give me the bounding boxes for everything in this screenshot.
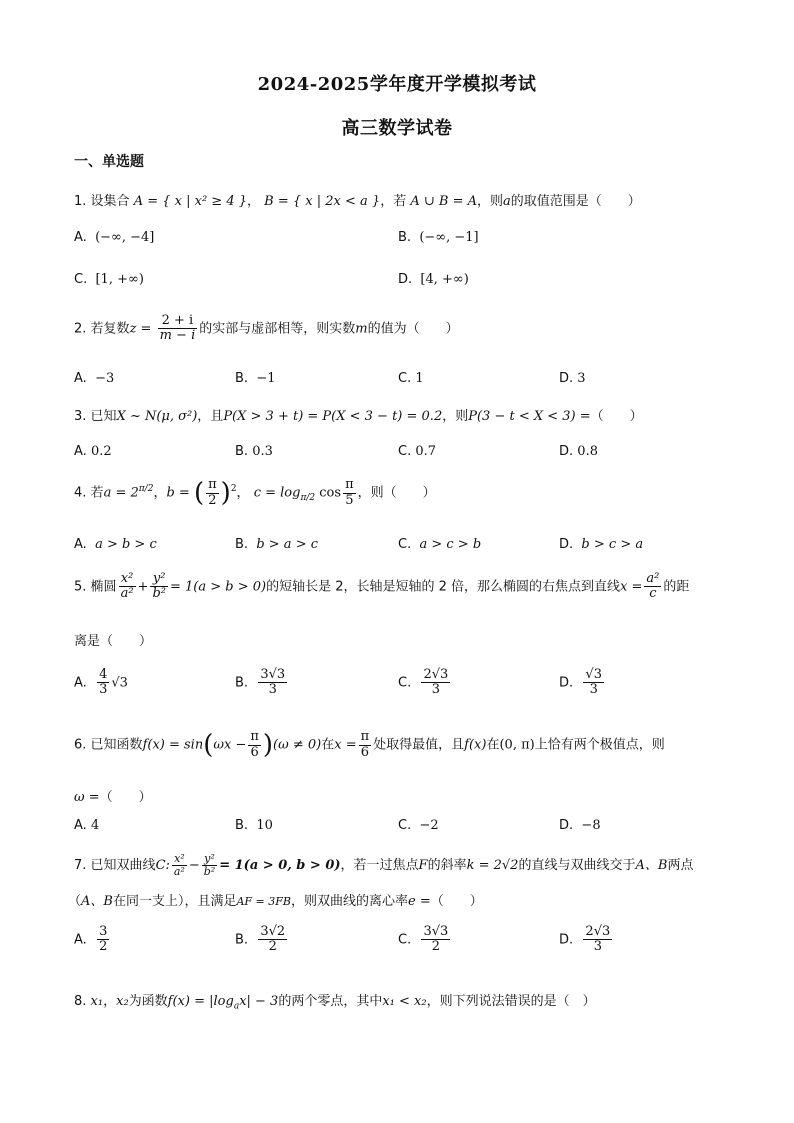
option-label: C. [398, 371, 412, 386]
option-text: 0.2 [90, 444, 112, 459]
option-label: B. [235, 537, 249, 552]
fraction [421, 925, 450, 955]
question-number: 4. [74, 485, 87, 501]
option-text: [4, +∞) [420, 272, 469, 287]
option-label: B. [398, 230, 412, 245]
question-5 [74, 572, 689, 602]
question-text: ，则双曲线的离心率 [291, 894, 409, 909]
option-c[interactable] [398, 668, 452, 698]
option-label: C. [398, 537, 412, 552]
option-text: 3 [577, 371, 586, 386]
question-7-continued [68, 890, 483, 909]
condition: P(X > 3 + t) = P(X < 3 − t) = 0.2 [223, 409, 443, 424]
probability-expr: P(3 − t < X < 3) = [468, 409, 591, 424]
option-label: C. [398, 675, 412, 691]
question-3 [74, 405, 643, 424]
option-text: (−∞, −1] [419, 230, 479, 245]
numerator: 3 [99, 924, 108, 939]
option-label: A. [74, 675, 87, 691]
option-d[interactable] [559, 537, 643, 552]
denominator: 3 [593, 939, 602, 955]
operator: − [188, 858, 200, 874]
option-c[interactable] [398, 818, 439, 833]
question-text: ，且 [197, 409, 224, 424]
option-label: A. [74, 444, 87, 459]
option-b[interactable] [235, 925, 289, 955]
numerator: π [360, 729, 370, 745]
denominator: 2 [268, 939, 277, 955]
fraction [206, 478, 219, 508]
denominator: b² [152, 586, 166, 602]
option-c[interactable] [74, 272, 144, 287]
option-text: 0.3 [252, 444, 273, 459]
function-expr-tail: x| − 3 [239, 994, 279, 1009]
option-c[interactable] [398, 537, 481, 552]
question-text: 若 [90, 485, 104, 501]
option-text: 0.8 [577, 444, 598, 459]
question-text: （ ） [99, 790, 152, 805]
option-a[interactable] [74, 668, 128, 698]
paren: ) [262, 730, 274, 760]
option-b[interactable] [235, 818, 273, 833]
numerator: π [345, 477, 354, 493]
numerator: a² [646, 571, 660, 586]
exponent: π/2 [138, 484, 154, 495]
point-labels: A、B [81, 894, 113, 909]
denominator: m − i [159, 328, 196, 344]
question-text: ，若一过焦点 [340, 858, 419, 874]
option-d[interactable] [559, 371, 586, 386]
question-text: 已知 [90, 409, 117, 424]
fraction [583, 668, 604, 698]
option-c[interactable] [398, 371, 424, 386]
question-4 [74, 478, 436, 508]
option-text: −3 [95, 371, 115, 386]
option-label: D. [559, 675, 574, 691]
numerator: 3√3 [423, 924, 449, 939]
question-text: ，若 [380, 194, 407, 209]
question-number: 5. [74, 579, 87, 595]
option-d[interactable] [559, 668, 606, 698]
numerator: 3√2 [260, 924, 286, 939]
question-text: 在 [321, 737, 335, 753]
log-base: π/2 [300, 493, 316, 504]
root-x2: x₂ [116, 994, 129, 1009]
question-2 [74, 314, 459, 344]
option-text: b > c > a [581, 537, 644, 552]
expr-b: b = [166, 485, 190, 501]
denominator: 2 [99, 939, 108, 955]
question-text: 为函数 [128, 994, 168, 1009]
question-text: 椭圆 [90, 579, 117, 595]
option-label: D. [398, 272, 413, 287]
fraction [202, 853, 217, 878]
option-d[interactable] [559, 444, 598, 459]
equation: = 1(a > 0, b > 0) [219, 858, 341, 874]
numerator: √3 [585, 667, 602, 682]
option-label: D. [559, 371, 574, 386]
option-text: [1, +∞) [95, 272, 144, 287]
option-label: C. [74, 272, 88, 287]
question-text: 的实部与虚部相等，则实数 [199, 321, 356, 337]
question-text: ，则（ ） [357, 485, 436, 501]
option-c[interactable] [398, 444, 436, 459]
denominator: 3 [99, 682, 108, 698]
question-text: 的距 [663, 579, 690, 595]
option-text: (−∞, −4] [95, 230, 155, 245]
numerator: 3√3 [260, 667, 286, 682]
root-x1: x₁ [90, 994, 104, 1009]
option-label: A. [74, 537, 87, 552]
question-text: 若复数 [90, 321, 130, 337]
denominator: a² [120, 586, 134, 602]
option-label: C. [398, 818, 412, 833]
question-text: 上恰有两个极值点，则 [534, 737, 665, 753]
fraction [172, 853, 187, 878]
separator: ， [153, 485, 167, 501]
exam-subtitle: 高三数学试卷 [341, 118, 453, 139]
option-text: 1 [415, 371, 424, 386]
option-label: B. [235, 444, 249, 459]
question-number: 8. [74, 994, 87, 1009]
option-text: −8 [581, 818, 601, 833]
fraction [119, 572, 136, 602]
fraction [359, 730, 372, 760]
fraction [258, 925, 287, 955]
numerator: 4 [99, 667, 108, 682]
paren: ( [193, 478, 205, 508]
question-number: 1. [74, 194, 87, 209]
omega-expr: ω = [74, 790, 100, 805]
option-d[interactable] [559, 818, 601, 833]
fraction [258, 668, 287, 698]
set-a: A = { x | x² ≥ 4 } [133, 194, 248, 209]
option-c[interactable] [398, 925, 452, 955]
distribution: X ~ N(μ, σ²) [116, 409, 198, 424]
question-text: 两点 [667, 858, 694, 874]
numerator: 2√3 [423, 667, 449, 682]
option-label: D. [559, 444, 574, 459]
fraction [583, 925, 612, 955]
denominator: c [649, 586, 657, 602]
focus-label: F [418, 858, 428, 874]
option-label: B. [235, 818, 249, 833]
option-text: a > c > b [419, 537, 482, 552]
separator: ， [103, 994, 117, 1009]
option-a[interactable] [74, 371, 114, 386]
option-label: B. [235, 371, 249, 386]
condition: (ω ≠ 0) [273, 737, 322, 753]
denominator: 3 [589, 682, 598, 698]
option-d[interactable] [559, 925, 614, 955]
denominator: 6 [360, 744, 370, 760]
question-number: 7. [74, 858, 87, 874]
option-text: 0.7 [415, 444, 437, 459]
line-expr: x = [620, 579, 643, 595]
fraction [421, 668, 450, 698]
separator: ， [247, 194, 261, 209]
option-label: A. [74, 818, 87, 833]
option-label: B. [235, 675, 249, 691]
interval: (0, π) [499, 737, 535, 753]
exam-title: 2024-2025学年度开学模拟考试 [257, 74, 537, 95]
option-text: −1 [256, 371, 276, 386]
option-a[interactable] [74, 537, 157, 552]
complex-var: z = [129, 321, 152, 337]
slope-expr: k = 2√2 [466, 858, 519, 874]
option-label: D. [559, 932, 574, 948]
option-label: D. [559, 818, 574, 833]
section-heading: 一、单选题 [74, 154, 144, 170]
fraction [644, 572, 661, 602]
equation: = 1(a > b > 0) [169, 579, 267, 595]
option-label: A. [74, 932, 87, 948]
curve-name: C: [155, 858, 170, 874]
condition: A ∪ B = A [410, 194, 477, 209]
denominator: 3 [268, 682, 277, 698]
option-text: 4 [90, 818, 100, 833]
function-ref: f(x) [464, 737, 487, 753]
question-text: 设集合 [90, 194, 130, 209]
paren: ) [220, 478, 231, 508]
question-number: 6. [74, 737, 87, 753]
option-label: B. [235, 932, 249, 948]
variable: m [355, 321, 368, 337]
question-text: ，则 [477, 194, 504, 209]
question-6 [74, 730, 665, 760]
paren: ( [203, 730, 214, 760]
numerator: y² [150, 572, 168, 587]
numerator: 2 + i [158, 314, 198, 329]
question-text: （ ） [430, 894, 483, 909]
question-5-continued: 离是（ ） [74, 634, 153, 649]
question-text: 的两个零点，其中 [278, 994, 383, 1009]
option-label: C. [398, 444, 412, 459]
option-label: A. [74, 230, 87, 245]
denominator: 6 [250, 744, 259, 760]
x-expr: x = [334, 737, 357, 753]
option-text: b > a > c [256, 537, 318, 552]
fraction [248, 730, 261, 760]
question-text: 处取得最值，且 [373, 737, 465, 753]
question-6-continued [74, 786, 152, 805]
option-label: C. [398, 932, 412, 948]
question-text: ，则 [442, 409, 469, 424]
function-expr: f(x) = |log [167, 994, 234, 1009]
numerator: x² [172, 853, 187, 866]
option-text: −2 [419, 818, 439, 833]
option-text: a > b > c [95, 537, 157, 552]
numerator: π [250, 729, 259, 745]
denominator: 3 [431, 682, 441, 698]
eccentricity-expr: e = [408, 894, 431, 909]
denominator: 2 [431, 939, 441, 955]
question-text: 的取值范围是（ ） [510, 194, 641, 209]
log-base: a [233, 1001, 240, 1012]
question-1 [74, 190, 641, 209]
cos-func: cos [319, 485, 342, 501]
option-a[interactable] [74, 230, 154, 245]
question-number: 3. [74, 409, 87, 424]
question-text: 在同一支上），且满足 [112, 894, 237, 909]
question-text: （ ） [590, 409, 643, 424]
vector-expr: AF = 3FB [236, 895, 291, 908]
option-b[interactable] [235, 371, 276, 386]
question-text: ，则下列说法错误的是（ ） [426, 994, 596, 1009]
fraction [343, 478, 356, 508]
numerator: x² [119, 572, 136, 587]
option-b[interactable] [235, 444, 273, 459]
variable: a [503, 194, 511, 209]
separator: ， [236, 485, 250, 501]
option-text: 10 [256, 818, 273, 833]
option-a[interactable] [74, 925, 111, 955]
condition: x₁ < x₂ [382, 994, 427, 1009]
option-label: A. [74, 371, 87, 386]
question-text: 已知函数 [90, 737, 143, 753]
question-8 [74, 990, 596, 1012]
denominator: 5 [345, 492, 354, 508]
expr-c: c = log [253, 485, 301, 501]
fraction [150, 572, 168, 602]
numerator: y² [202, 853, 217, 866]
question-text: （ [68, 894, 82, 909]
fraction [97, 925, 109, 955]
question-text: 的短轴长是 2，长轴是短轴的 2 倍，那么椭圆的右焦点到直线 [266, 579, 621, 595]
question-text: 的直线与双曲线交于 [518, 858, 636, 874]
option-text: √3 [111, 675, 128, 691]
numerator: 2√3 [585, 924, 611, 939]
function-expr: f(x) = sin [142, 737, 204, 753]
numerator: π [208, 477, 217, 493]
fraction [97, 668, 109, 698]
question-text: 在 [486, 737, 500, 753]
option-b[interactable] [235, 668, 289, 698]
expr-a: a = 2 [103, 485, 139, 501]
question-text: 的斜率 [427, 858, 467, 874]
option-b[interactable] [235, 537, 318, 552]
inner-expr: ωx − [213, 737, 247, 753]
denominator: 2 [208, 492, 217, 508]
fraction [158, 314, 198, 344]
option-b[interactable] [398, 230, 479, 245]
option-d[interactable] [398, 272, 469, 287]
question-text: 的值为（ ） [367, 321, 459, 337]
operator: + [137, 579, 149, 595]
denominator: a² [173, 865, 185, 879]
question-7 [74, 853, 693, 878]
exponent: 2 [230, 484, 237, 495]
set-b: B = { x | 2x < a } [264, 194, 381, 209]
question-number: 2. [74, 321, 87, 337]
option-label: D. [559, 537, 574, 552]
question-text: 已知双曲线 [90, 858, 156, 874]
point-labels: A、B [635, 858, 668, 874]
denominator: b² [203, 865, 216, 879]
option-a[interactable] [74, 818, 99, 833]
option-a[interactable] [74, 444, 112, 459]
